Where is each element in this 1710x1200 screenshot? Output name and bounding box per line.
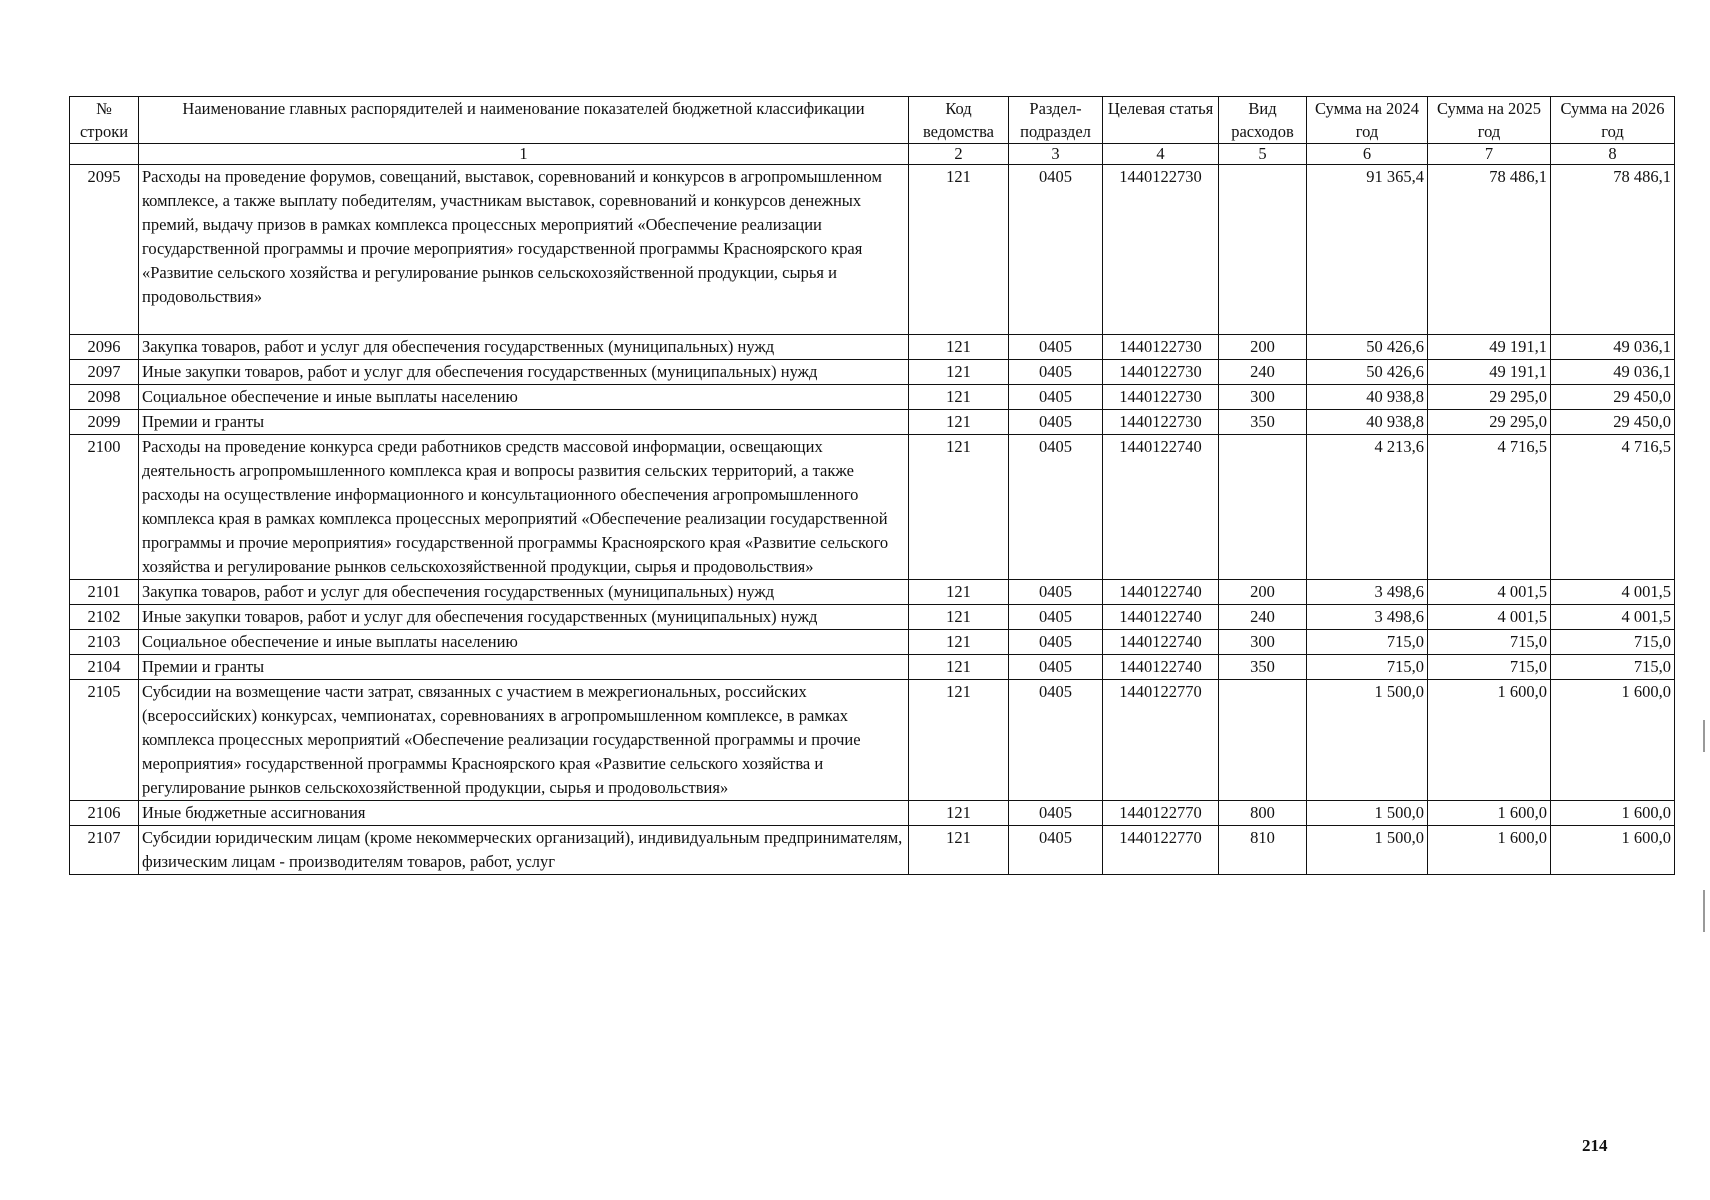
row-name: Субсидии юридическим лицам (кроме некоммерческих организаций), индивидуальным предпринимателям, физическим лицам - производителям товаров, работ, услуг [139, 826, 909, 875]
row-target: 1440122740 [1103, 580, 1219, 605]
table-row [70, 335, 1675, 360]
row-number: 2095 [70, 165, 139, 335]
row-expense-type: 300 [1219, 630, 1307, 655]
row-number: 2104 [70, 655, 139, 680]
row-sum-2024: 1 500,0 [1307, 826, 1428, 875]
row-dept-code: 121 [909, 385, 1009, 410]
row-number: 2107 [70, 826, 139, 875]
header-row [70, 97, 1675, 144]
row-name: Премии и гранты [139, 410, 909, 435]
table-row [70, 580, 1675, 605]
row-sum-2026: 29 450,0 [1551, 410, 1675, 435]
row-sum-2024: 715,0 [1307, 630, 1428, 655]
row-target: 1440122730 [1103, 335, 1219, 360]
budget-table [69, 96, 1675, 875]
row-number: 2103 [70, 630, 139, 655]
row-section: 0405 [1009, 605, 1103, 630]
table-row [70, 165, 1675, 335]
row-expense-type: 240 [1219, 360, 1307, 385]
column-number: 2 [909, 144, 1009, 165]
table-row [70, 605, 1675, 630]
row-sum-2024: 3 498,6 [1307, 605, 1428, 630]
table-row [70, 630, 1675, 655]
table-row [70, 655, 1675, 680]
row-name: Иные закупки товаров, работ и услуг для обеспечения государственных (муниципальных) нужд [139, 605, 909, 630]
row-sum-2026: 78 486,1 [1551, 165, 1675, 335]
row-section: 0405 [1009, 680, 1103, 801]
row-sum-2024: 4 213,6 [1307, 435, 1428, 580]
row-name: Иные бюджетные ассигнования [139, 801, 909, 826]
row-dept-code: 121 [909, 410, 1009, 435]
row-expense-type [1219, 680, 1307, 801]
row-dept-code: 121 [909, 360, 1009, 385]
row-sum-2026: 1 600,0 [1551, 680, 1675, 801]
row-section: 0405 [1009, 335, 1103, 360]
row-target: 1440122770 [1103, 801, 1219, 826]
row-sum-2026: 49 036,1 [1551, 360, 1675, 385]
table-row [70, 826, 1675, 875]
row-number: 2102 [70, 605, 139, 630]
row-sum-2025: 78 486,1 [1428, 165, 1551, 335]
row-sum-2025: 29 295,0 [1428, 410, 1551, 435]
row-section: 0405 [1009, 630, 1103, 655]
row-sum-2024: 715,0 [1307, 655, 1428, 680]
row-dept-code: 121 [909, 605, 1009, 630]
row-expense-type: 200 [1219, 335, 1307, 360]
row-section: 0405 [1009, 165, 1103, 335]
row-sum-2026: 4 001,5 [1551, 580, 1675, 605]
row-sum-2026: 715,0 [1551, 630, 1675, 655]
row-name: Субсидии на возмещение части затрат, связанных с участием в межрегиональных, российских (всероссийских) конкурсах, чемпионатах, соревнованиях в агропромышленном комплексе, в рамках комплекса процессных мероприятий «Обеспечение реализации государственной программы и прочие мероприятия» государственной программы Красноярского края «Развитие сельского хозяйства и регулирование рынков сельскохозяйственной продукции, сырья и продовольствия» [139, 680, 909, 801]
row-sum-2025: 715,0 [1428, 630, 1551, 655]
row-name: Иные закупки товаров, работ и услуг для обеспечения государственных (муниципальных) нужд [139, 360, 909, 385]
row-sum-2026: 715,0 [1551, 655, 1675, 680]
row-sum-2025: 1 600,0 [1428, 826, 1551, 875]
row-target: 1440122730 [1103, 165, 1219, 335]
row-expense-type: 200 [1219, 580, 1307, 605]
column-number: 6 [1307, 144, 1428, 165]
row-sum-2025: 4 001,5 [1428, 605, 1551, 630]
row-section: 0405 [1009, 360, 1103, 385]
header-sum-2025: Сумма на 2025 год [1428, 97, 1551, 144]
column-number: 7 [1428, 144, 1551, 165]
row-target: 1440122730 [1103, 385, 1219, 410]
row-expense-type: 800 [1219, 801, 1307, 826]
row-sum-2024: 3 498,6 [1307, 580, 1428, 605]
row-dept-code: 121 [909, 580, 1009, 605]
row-target: 1440122770 [1103, 680, 1219, 801]
row-sum-2025: 715,0 [1428, 655, 1551, 680]
row-sum-2024: 40 938,8 [1307, 410, 1428, 435]
row-dept-code: 121 [909, 435, 1009, 580]
row-sum-2025: 4 716,5 [1428, 435, 1551, 580]
scan-mark [1703, 890, 1705, 932]
row-dept-code: 121 [909, 826, 1009, 875]
row-dept-code: 121 [909, 165, 1009, 335]
header-target: Целевая статья [1103, 97, 1219, 144]
row-number: 2096 [70, 335, 139, 360]
table-row [70, 435, 1675, 580]
row-expense-type: 350 [1219, 410, 1307, 435]
row-sum-2024: 50 426,6 [1307, 360, 1428, 385]
row-sum-2026: 1 600,0 [1551, 801, 1675, 826]
row-dept-code: 121 [909, 655, 1009, 680]
row-sum-2024: 1 500,0 [1307, 801, 1428, 826]
row-target: 1440122730 [1103, 410, 1219, 435]
row-name: Расходы на проведение конкурса среди работников средств массовой информации, освещающих деятельность агропромышленного комплекса края и вопросы развития сельских территорий, а также расходы на осуществление информационного и консультационного обеспечения агропромышленного комплекса края в рамках комплекса процессных мероприятий «Обеспечение реализации государственной программы и прочие мероприятия» государственной программы Красноярского края «Развитие сельского хозяйства и регулирование рынков сельскохозяйственной продукции, сырья и продовольствия» [139, 435, 909, 580]
row-section: 0405 [1009, 580, 1103, 605]
row-dept-code: 121 [909, 801, 1009, 826]
column-number: 5 [1219, 144, 1307, 165]
row-name: Премии и гранты [139, 655, 909, 680]
row-name: Социальное обеспечение и иные выплаты населению [139, 385, 909, 410]
table-row [70, 680, 1675, 801]
table-row [70, 360, 1675, 385]
column-number: 4 [1103, 144, 1219, 165]
row-expense-type [1219, 435, 1307, 580]
row-target: 1440122730 [1103, 360, 1219, 385]
row-number: 2098 [70, 385, 139, 410]
row-section: 0405 [1009, 385, 1103, 410]
row-target: 1440122740 [1103, 655, 1219, 680]
row-expense-type [1219, 165, 1307, 335]
row-target: 1440122740 [1103, 435, 1219, 580]
row-expense-type: 350 [1219, 655, 1307, 680]
column-number [70, 144, 139, 165]
row-sum-2026: 1 600,0 [1551, 826, 1675, 875]
row-target: 1440122740 [1103, 630, 1219, 655]
row-sum-2024: 91 365,4 [1307, 165, 1428, 335]
row-sum-2025: 29 295,0 [1428, 385, 1551, 410]
row-sum-2026: 4 001,5 [1551, 605, 1675, 630]
row-sum-2026: 4 716,5 [1551, 435, 1675, 580]
row-sum-2025: 49 191,1 [1428, 360, 1551, 385]
header-section: Раздел-подраздел [1009, 97, 1103, 144]
table-row [70, 801, 1675, 826]
row-number: 2100 [70, 435, 139, 580]
row-name: Закупка товаров, работ и услуг для обеспечения государственных (муниципальных) нужд [139, 580, 909, 605]
row-name: Закупка товаров, работ и услуг для обеспечения государственных (муниципальных) нужд [139, 335, 909, 360]
row-sum-2024: 1 500,0 [1307, 680, 1428, 801]
column-number: 3 [1009, 144, 1103, 165]
row-sum-2024: 40 938,8 [1307, 385, 1428, 410]
row-target: 1440122740 [1103, 605, 1219, 630]
table-row [70, 385, 1675, 410]
header-dept-code: Код ведомства [909, 97, 1009, 144]
row-name: Расходы на проведение форумов, совещаний, выставок, соревнований и конкурсов в агропромышленном комплексе, а также выплату победителям, участникам выставок, соревнований и конкурсов денежных премий, выдачу призов в рамках комплекса процессных мероприятий «Обеспечение реализации государственной программы и прочие мероприятия» государственной программы Красноярского края «Развитие сельского хозяйства и регулирование рынков сельскохозяйственной продукции, сырья и продовольствия» [139, 165, 909, 335]
row-expense-type: 300 [1219, 385, 1307, 410]
row-sum-2026: 29 450,0 [1551, 385, 1675, 410]
row-sum-2025: 4 001,5 [1428, 580, 1551, 605]
header-sum-2026: Сумма на 2026 год [1551, 97, 1675, 144]
row-name: Социальное обеспечение и иные выплаты населению [139, 630, 909, 655]
row-section: 0405 [1009, 801, 1103, 826]
table-row [70, 410, 1675, 435]
row-section: 0405 [1009, 435, 1103, 580]
column-number: 1 [139, 144, 909, 165]
row-number: 2099 [70, 410, 139, 435]
row-target: 1440122770 [1103, 826, 1219, 875]
row-dept-code: 121 [909, 630, 1009, 655]
row-sum-2025: 1 600,0 [1428, 801, 1551, 826]
row-dept-code: 121 [909, 680, 1009, 801]
row-sum-2024: 50 426,6 [1307, 335, 1428, 360]
header-sum-2024: Сумма на 2024 год [1307, 97, 1428, 144]
header-row-no: № строки [70, 97, 139, 144]
column-number: 8 [1551, 144, 1675, 165]
row-dept-code: 121 [909, 335, 1009, 360]
row-sum-2026: 49 036,1 [1551, 335, 1675, 360]
column-number-row [70, 144, 1675, 165]
header-expense-type: Вид расходов [1219, 97, 1307, 144]
row-number: 2097 [70, 360, 139, 385]
scan-mark [1703, 720, 1705, 752]
row-number: 2106 [70, 801, 139, 826]
row-expense-type: 240 [1219, 605, 1307, 630]
page-number: 214 [1582, 1136, 1608, 1155]
row-expense-type: 810 [1219, 826, 1307, 875]
row-section: 0405 [1009, 655, 1103, 680]
row-number: 2105 [70, 680, 139, 801]
header-name: Наименование главных распорядителей и наименование показателей бюджетной классификации [139, 97, 909, 144]
row-sum-2025: 49 191,1 [1428, 335, 1551, 360]
row-section: 0405 [1009, 410, 1103, 435]
row-section: 0405 [1009, 826, 1103, 875]
row-sum-2025: 1 600,0 [1428, 680, 1551, 801]
row-number: 2101 [70, 580, 139, 605]
